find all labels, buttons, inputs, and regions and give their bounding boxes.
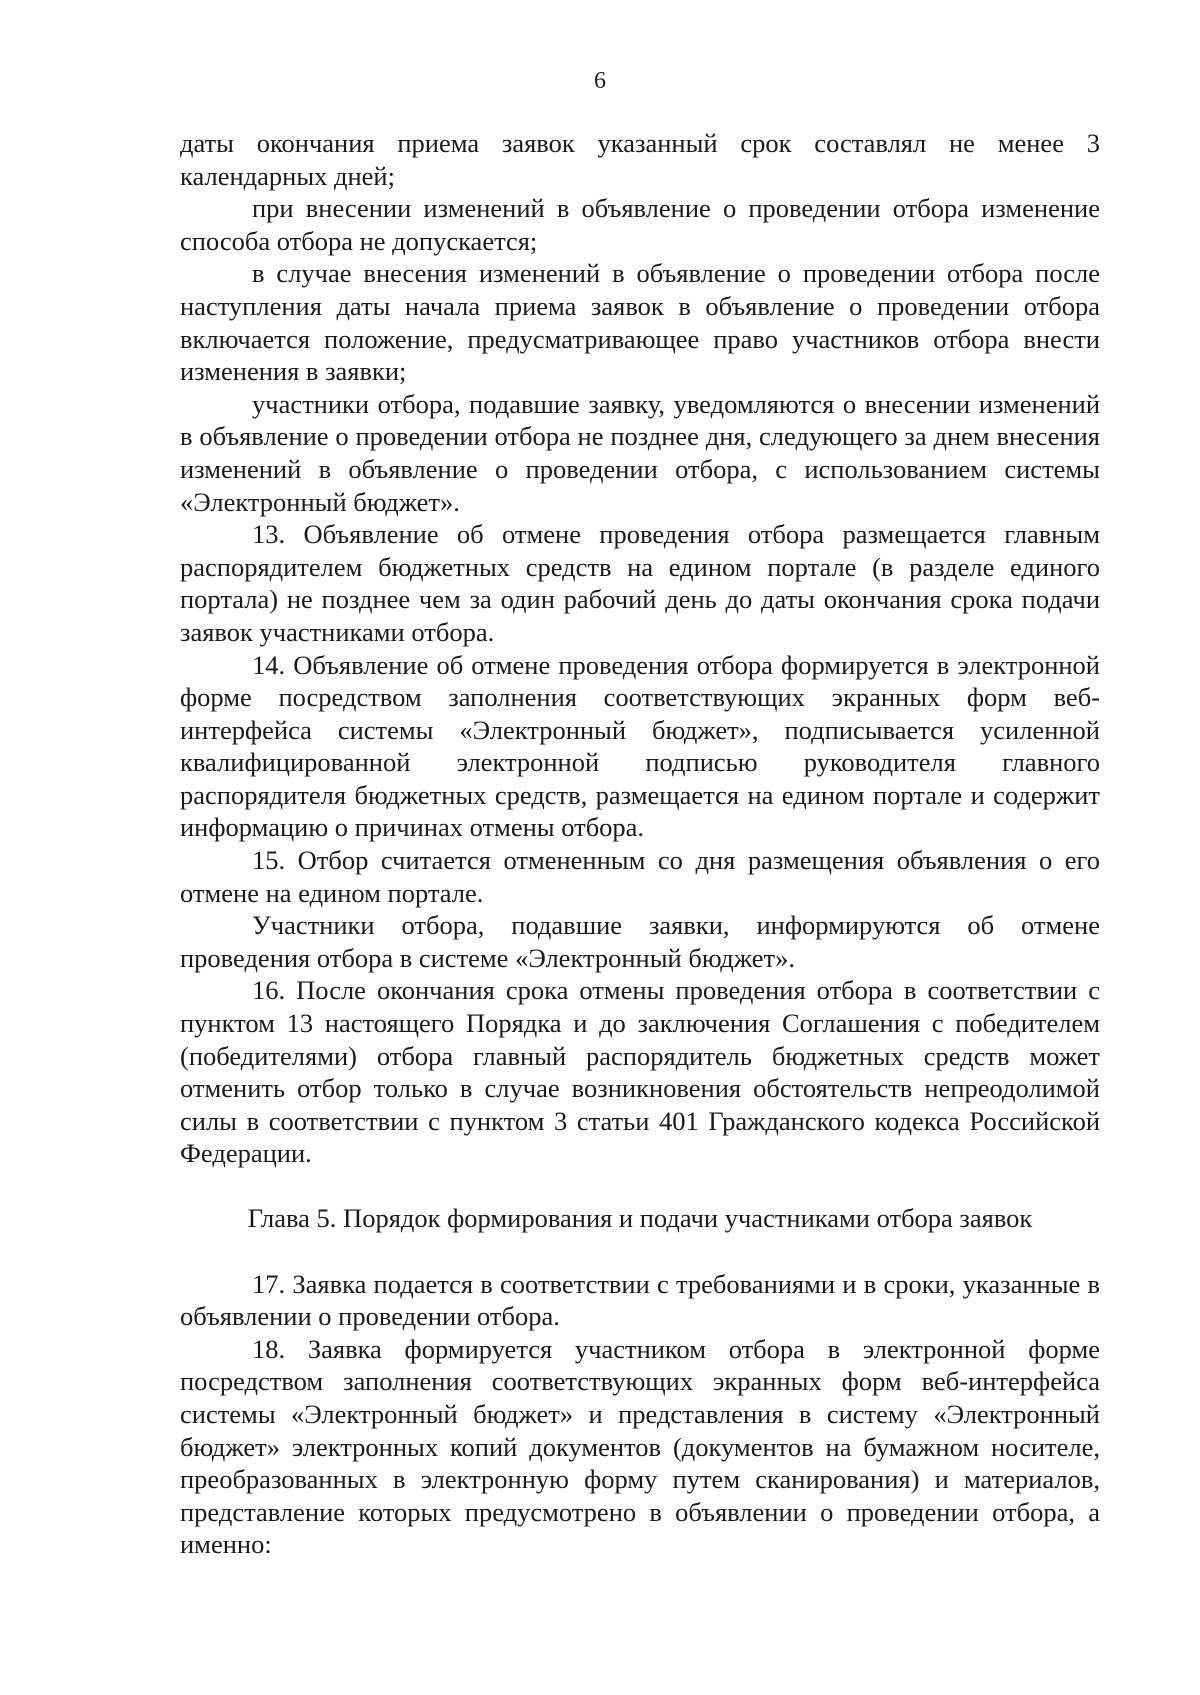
paragraph-item-13: 13. Объявление об отмене проведения отбора размещается главным распорядителем бюджетных средств на едином портале (в разделе единого портала) не позднее чем за один рабочий день до даты окончания срока подачи заявок участниками отбора. [180, 519, 1100, 647]
paragraph-continuation: даты окончания приема заявок указанный срок составлял не менее 3 календарных дней; [180, 128, 1100, 191]
paragraph: при внесении изменений в объявление о проведении отбора изменение способа отбора не допускается; [180, 193, 1100, 256]
paragraph-item-18: 18. Заявка формируется участником отбора в электронной форме посредством заполнения соответствующих экранных форм веб-интерфейса системы «Электронный бюджет» и представления в систему «Электронный бюджет» электронных копий документов (документов на бумажном носителе, преобразованных в электронную форму путем сканирования) и материалов, представление которых предусмотрено в объявлении о проведении отбора, а именно: [180, 1333, 1100, 1560]
chapter-heading: Глава 5. Порядок формирования и подачи участниками отбора заявок [247, 1203, 1033, 1233]
document-body [180, 127, 1100, 1561]
paragraph: участники отбора, подавшие заявку, уведомляются о внесении изменений в объявление о проведении отбора не позднее дня, следующего за днем внесения изменений в объявление о проведении отбора, с использованием системы «Электронный бюджет». [180, 388, 1100, 517]
paragraph: Участники отбора, подавшие заявки, информируются об отмене проведения отбора в системе «Электронный бюджет». [180, 910, 1100, 973]
paragraph-item-14: 14. Объявление об отмене проведения отбора формируется в электронной форме посредством заполнения соответствующих экранных форм веб-интерфейса системы «Электронный бюджет», подписывается усиленной квалифицированной электронной подписью руководителя главного распорядителя бюджетных средств, размещается на едином портале и содержит информацию о причинах отмены отбора. [180, 649, 1100, 843]
paragraph: в случае внесения изменений в объявление о проведении отбора после наступления даты начала приема заявок в объявление о проведении отбора включается положение, предусматривающее право участников отбора внести изменения в заявки; [180, 258, 1100, 387]
paragraph-item-17: 17. Заявка подается в соответствии с требованиями и в сроки, указанные в объявлении о проведении отбора. [180, 1268, 1100, 1332]
paragraph-item-15: 15. Отбор считается отмененным со дня размещения объявления о его отмене на едином портале. [180, 845, 1100, 908]
paragraph-item-16: 16. После окончания срока отмены проведения отбора в соответствии с пунктом 13 настоящего Порядка и до заключения Соглашения с победителем (победителями) отбора главный распорядитель бюджетных средств может отменить отбор только в случае возникновения обстоятельств непреодолимой силы в соответствии с пунктом 3 статьи 401 Гражданского кодекса Российской Федерации. [180, 975, 1100, 1169]
page-number: 6 [594, 68, 606, 94]
